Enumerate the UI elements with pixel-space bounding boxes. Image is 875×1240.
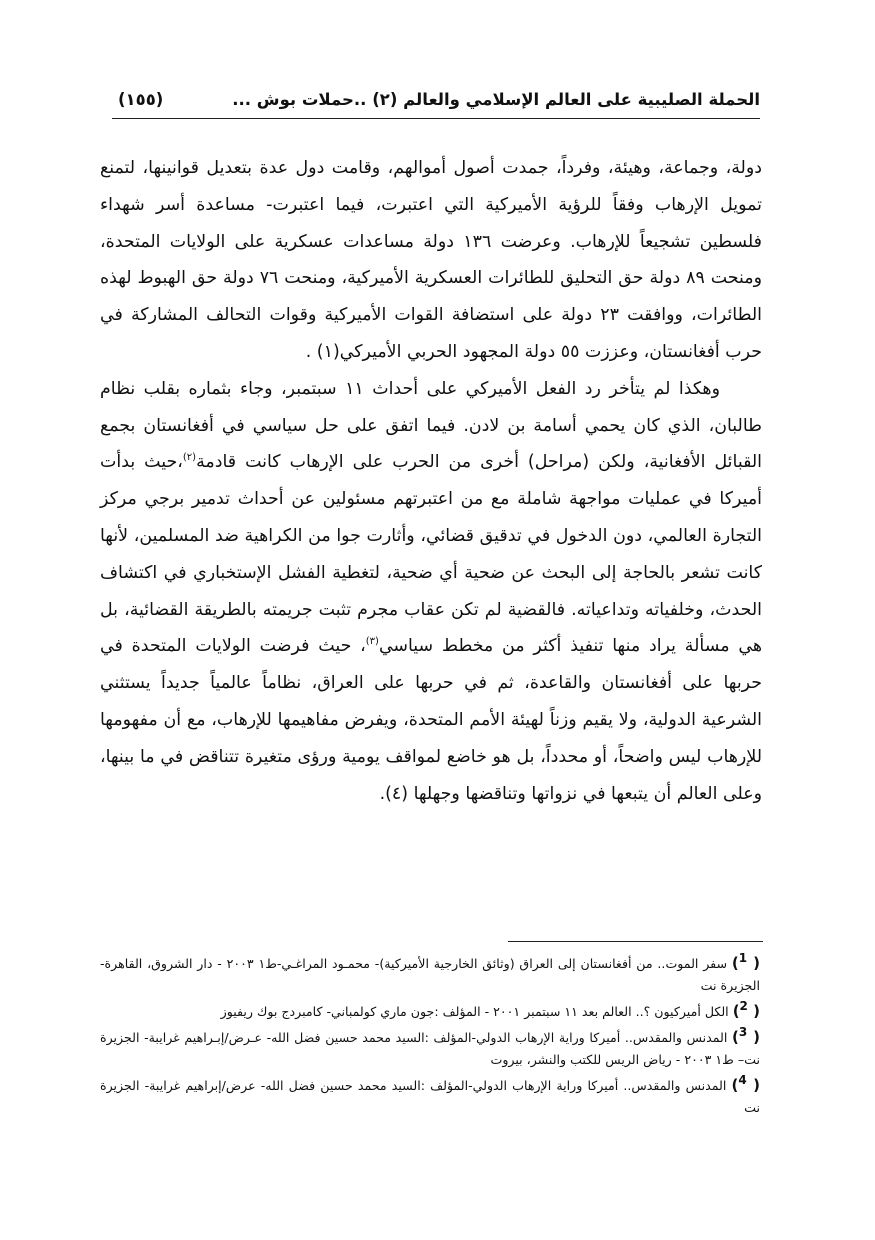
footnote-ref-3: (٣) [365, 636, 379, 648]
paragraph-2-text-a: وهكذا لم يتأخر رد الفعل الأميركي على أحداث ١١ سبتمبر، وجاء بثماره بقلب نظام طالبان، الذي كان يحمي أسامة بن لادن. فيما اتفق على حل سياسي في أفغانستان بجمع القبائل الأفغانية، ولكن (مراحل) أخرى من الحرب على الإرهاب كانت قادمة [100, 378, 762, 473]
footnote-1 [100, 952, 760, 997]
footnote-ref-2: (٢) [182, 452, 197, 464]
footnote-ref-1: (١) [316, 341, 340, 362]
header-title: الحملة الصليبية على العالم الإسلامي والعالم (٢) ..حملات بوش ... [232, 90, 760, 109]
paragraph-2-end: . [379, 783, 386, 804]
footnote-ref-4: (٤) [385, 783, 409, 804]
paragraph-1-end: . [305, 341, 317, 362]
footnote-mark: ( $^2$) [732, 999, 760, 1020]
footnote-3 [100, 1026, 760, 1071]
footnote-text: المدنس والمقدس.. أميركا وراية الإرهاب الدولي-المؤلف :السيد محمد حسين فضل الله- عـرض/إبـراهيم غرايبة- الجزيرة نت– ط١ ٢٠٠٣ - رياض الريس للكتب والنشر، بيروت [100, 1030, 760, 1067]
footnote-mark: ( $^3$) [732, 1025, 760, 1046]
footnote-mark: ( $^4$) [731, 1073, 760, 1094]
footnotes [100, 952, 760, 1122]
paragraph-1-text: دولة، وجماعة، وهيئة، وفرداً، جمدت أصول أموالهم، وقامت دول عدة بتعديل قوانينها، لتمنع تمويل الإرهاب وفقاً للرؤية الأميركية التي اعتبرت، فيما اعتبرت- مساعدة أسر شهداء فلسطين تشجيعاً للإرهاب. وعرضت ١٣٦ دولة مساعدات عسكرية على الولايات المتحدة، ومنحت ٨٩ دولة حق التحليق للطائرات العسكرية الأميركية، ومنحت ٧٦ دولة حق الهبوط لهذه الطائرات، ووافقت ٢٣ دولة على استضافة القوات الأميركية وقوات التحالف المشاركة في حرب أفغانستان، وعززت ٥٥ دولة المجهود الحربي الأميركي [100, 158, 762, 362]
page-number: (١٥٥) [118, 90, 164, 109]
footnote-text: سفر الموت.. من أفغانستان إلى العراق (وثائق الخارجية الأميركية)- محمـود المراغـي-ط١ ٢٠٠٣ - دار الشروق، القاهرة- الجزيرة نت [100, 956, 760, 993]
body-text [100, 150, 762, 812]
footnote-mark: ( $^1$) [731, 951, 760, 972]
footnote-2 [100, 1000, 760, 1023]
footnote-4 [100, 1074, 760, 1119]
paragraph-2-text-b: ،حيث بدأت أميركا في عمليات مواجهة شاملة مع من اعتبرتهم مسئولين عن أحداث تدمير برجي مركز التجارة العالمي، دون الدخول في تدقيق قضائي، وأثارت جوا من الكراهية ضد المسلمين، لأنها كانت تشعر بالحاجة إلى البحث عن ضحية أي ضحية، لتغطية الفشل الإستخباري في اكتشاف الحدث، وخلفياته وتداعياته. فالقضية لم تكن عقاب مجرم تثبت جريمته بالطريقة القضائية، بل هي مسألة يراد منها تنفيذ أكثر من مخطط سياسي [100, 452, 763, 657]
running-header [112, 88, 760, 119]
footnote-separator [508, 941, 763, 942]
footnote-text: الكل أميركيون ؟.. العالم بعد ١١ سبتمبر ٢٠٠١ - المؤلف :جون ماري كولمباني- كامبردج بوك ريفيوز [220, 1004, 729, 1019]
paragraph-1 [100, 150, 762, 371]
footnote-text: المدنس والمقدس.. أميركا وراية الإرهاب الدولي-المؤلف :السيد محمد حسين فضل الله- عرض/إبراهيم غرايبة- الجزيرة نت [100, 1078, 760, 1115]
paragraph-2 [100, 371, 762, 813]
paragraph-2-text-c: ، حيث فرضت الولايات المتحدة في حربها على أفغانستان والقاعدة، ثم في حربها على العراق، نظاماً عالمياً جديداً يستثني الشرعية الدولية، ولا يقيم وزناً لهيئة الأمم المتحدة، ويفرض مفاهيمها للإرهاب، مع أن مفهومها للإرهاب ليس واضحاً، أو محدداً، بل هو خاضع لمواقف يومية ورؤى متغيرة تتناقض في ما بينها، وعلى العالم أن يتبعها في نزواتها وتناقضها وجهلها [100, 636, 762, 804]
